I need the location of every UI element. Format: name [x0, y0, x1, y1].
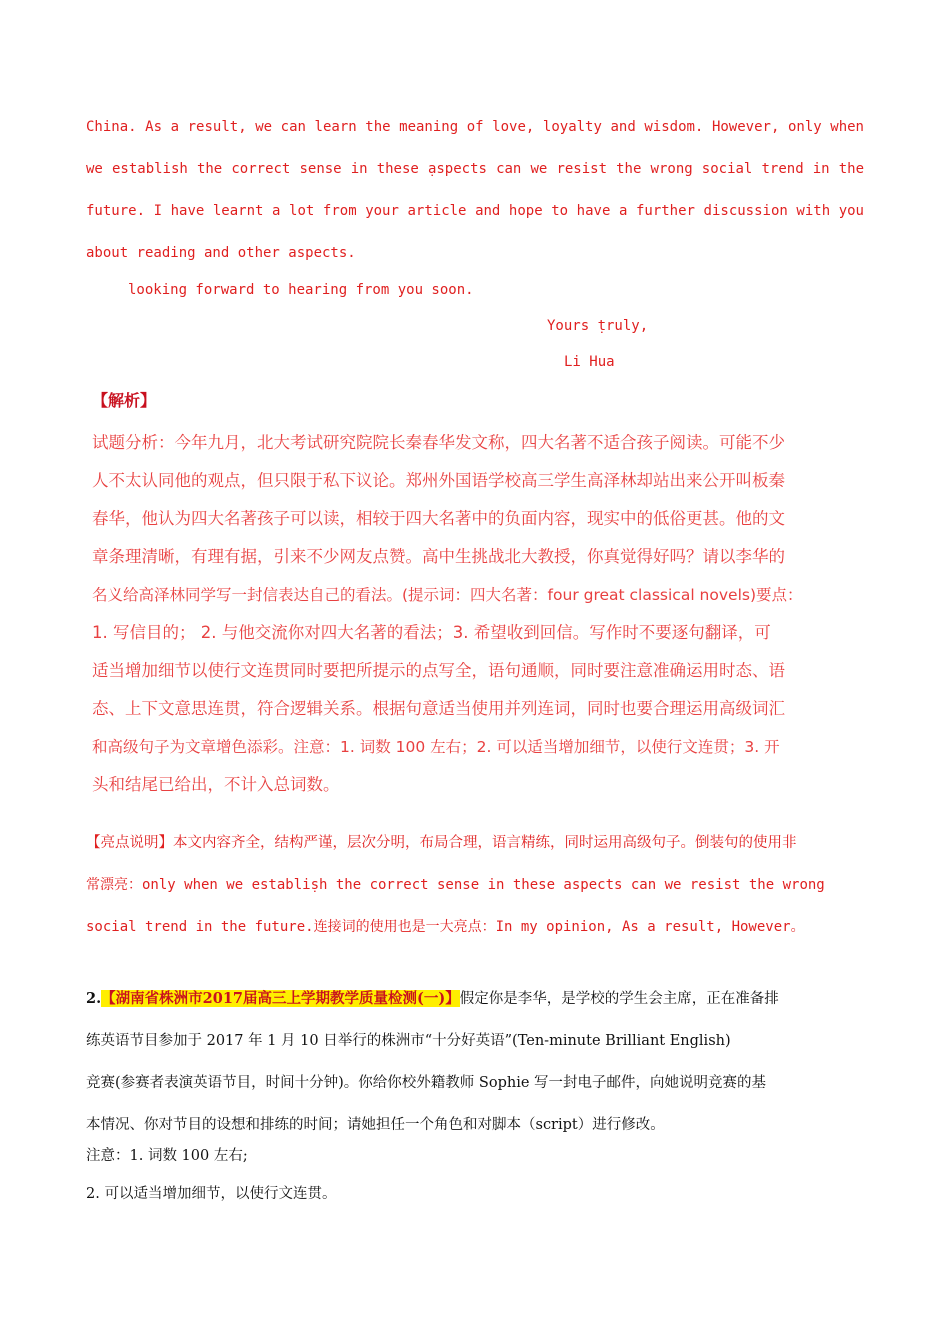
question-number: 2. [86, 990, 102, 1007]
letter-body [86, 106, 864, 274]
highlight-line: 【亮点说明】本文内容齐全，结构严谨，层次分明，布局合理，语言精练，同时运用高级句子。倒装句的使用非 [86, 835, 797, 851]
analysis-line: 人不太认同他的观点，但只限于私下议论。郑州外国语学校高三学生高泽林却站出来公开叫板秦 [92, 471, 785, 490]
analysis-line: 头和结尾已给出，不计入总词数。 [92, 775, 340, 794]
analysis-line: 态、上下文意思连贯，符合逻辑关系。根据句意适当使用并列连词，同时也要合理运用高级词汇 [92, 699, 785, 718]
question-2-line [86, 978, 864, 1020]
highlight-line: 常漂亮：only when we establiṣh the correct sense in these aspects can we resist the wrong [86, 877, 825, 893]
question-note: 2. 可以适当增加细节，以使行文连贯。 [86, 1186, 337, 1202]
analysis-line: 1. 写信目的； 2. 与他交流你对四大名著的看法；3. 希望收到回信。写作时不要逐句翻译，可 [92, 623, 771, 642]
question-note: 注意：1. 词数 100 左右; [86, 1148, 248, 1164]
letter-sign-off: Yours ṭruly, [547, 318, 649, 334]
analysis-line: 适当增加细节以使行文连贯同时要把所提示的点写全，语句通顺，同时要注意准确运用时态、语 [92, 661, 785, 680]
analysis-title: 【解析】 [92, 391, 157, 410]
letter-signature: Li Hua [564, 354, 615, 370]
highlight-section [86, 822, 864, 948]
question-source: 【湖南省株洲市2017届高三上学期教学质量检测(一)】 [101, 990, 460, 1007]
highlight-line: social trend in the future.连接词的使用也是一大亮点：In my opinion, As a result, However。 [86, 919, 805, 935]
letter-closing: looking forward to hearing from you soon. [128, 282, 474, 298]
letter-line: about reading and other aspects. [86, 245, 356, 261]
analysis-line: 春华，他认为四大名著孩子可以读，相较于四大名著中的负面内容，现实中的低俗更甚。他的文 [92, 509, 785, 528]
analysis-line: 名义给高泽林同学写一封信表达自己的看法。(提示词：四大名著：four great classical novels)要点： [92, 586, 803, 604]
analysis-line: 和高级句子为文章增色添彩。注意：1. 词数 100 左右；2. 可以适当增加细节，以使行文连贯；3. 开 [92, 738, 780, 756]
question-2-line: 练英语节目参加于 2017 年 1 月 10 日举行的株洲市“十分好英语”(Ten-minute Brilliant English) [86, 1033, 731, 1049]
question-2-line: 本情况、你对节目的设想和排练的时间；请她担任一个角色和对脚本（script）进行修改。 [86, 1117, 665, 1133]
question-2-line: 竞赛(参赛者表演英语节目，时间十分钟)。你给你校外籍教师 Sophie 写一封电子邮件，向她说明竞赛的基 [86, 1075, 767, 1091]
letter-line: we establish the correct sense in these ạspects can we resist the wrong social trend in the [86, 161, 864, 177]
question-text: 假定你是李华，是学校的学生会主席，正在准备排 [459, 991, 779, 1007]
letter-line: China. As a result, we can learn the meaning of love, loyalty and wisdom. However, only when [86, 119, 864, 135]
analysis-body [92, 424, 804, 804]
analysis-line: 试题分析：今年九月，北大考试研究院院长秦春华发文称，四大名著不适合孩子阅读。可能不少 [92, 433, 785, 452]
question-2 [86, 978, 864, 1146]
analysis-line: 章条理清晰，有理有据，引来不少网友点赞。高中生挑战北大教授，你真觉得好吗？请以李华的 [92, 547, 785, 566]
letter-line: future. I have learnt a lot from your article and hope to have a further discussion with you [86, 203, 864, 219]
